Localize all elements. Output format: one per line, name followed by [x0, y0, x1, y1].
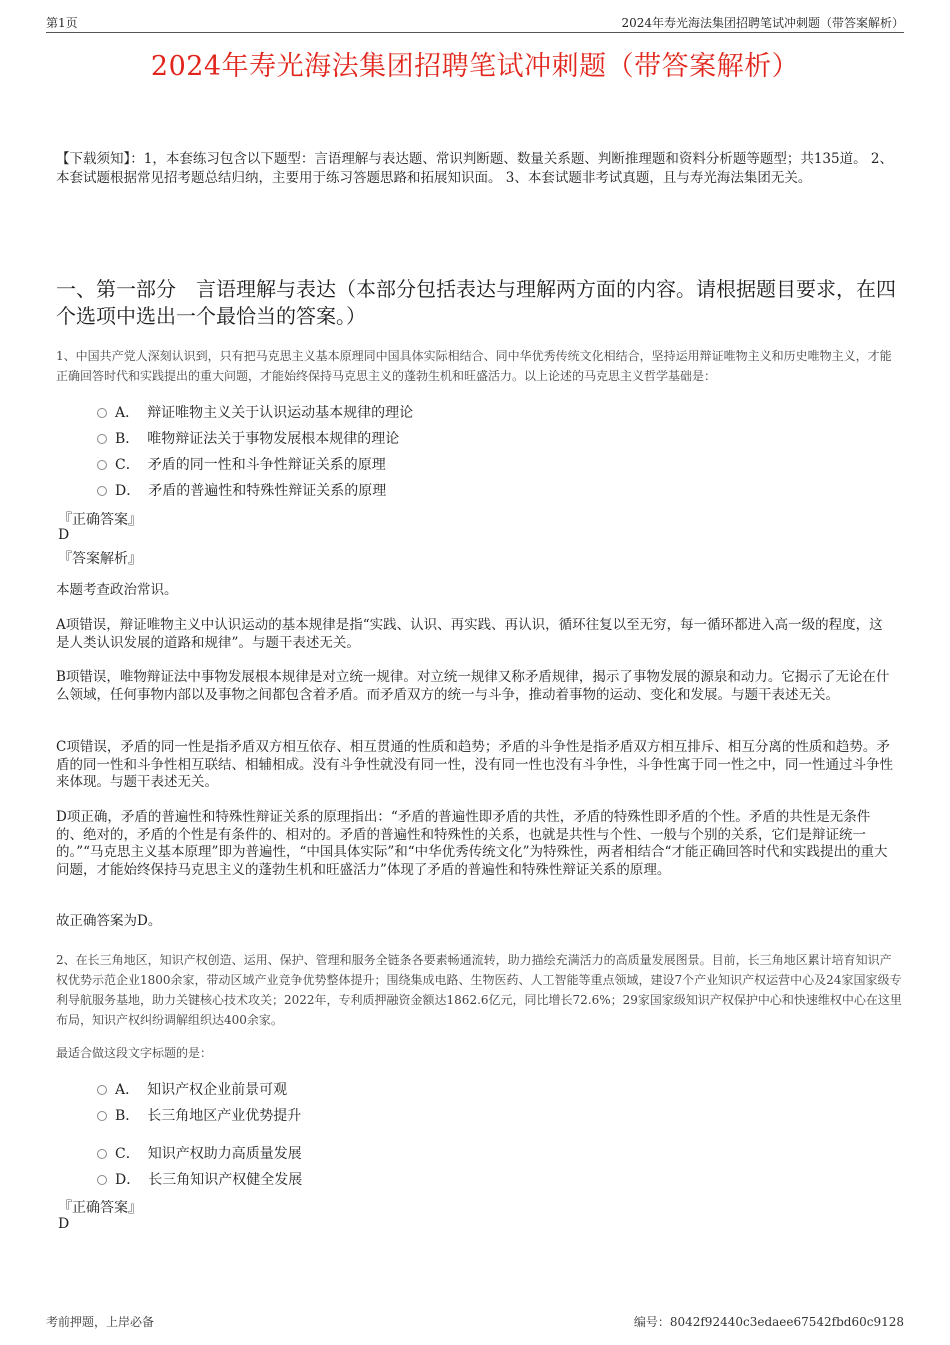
q1-option-b[interactable]: [97, 428, 399, 448]
option-text: 长三角地区产业优势提升: [147, 1108, 302, 1124]
question-2-stem: 2、在长三角地区，知识产权创造、运用、保护、管理和服务全链条各要素畅通流转，助力描绘充满活力的高质量发展图景。目前，长三角地区累计培育知识产权优势示范企业1800余家，带动区域产业竞争优势整体提升；围绕集成电路、生物医药、人工智能等重点领域，建设7个产业知识产权运营中心及24家国家级专利导航服务基地，助力关键核心技术攻关；2022年，专利质押融资金额达1862.6亿元，同比增长72.6%；29家国家级知识产权保护中心和快速维权中心在这里布局，知识产权纠纷调解组织达400余家。: [56, 953, 902, 1027]
analysis-paragraph: 本题考查政治常识。: [56, 582, 178, 598]
q2-option-b[interactable]: [97, 1105, 301, 1125]
option-text: 矛盾的普遍性和特殊性辩证关系的原理: [148, 483, 387, 499]
q1-option-c[interactable]: [97, 454, 386, 474]
option-letter: B．: [115, 431, 140, 447]
correct-answer-label: 『正确答案』: [58, 1200, 142, 1216]
correct-answer-label: 『正确答案』: [58, 512, 142, 528]
header-doc-title: 2024年寿光海法集团招聘笔试冲刺题（带答案解析）: [621, 16, 904, 30]
q2-option-c[interactable]: [97, 1143, 302, 1163]
radio-icon[interactable]: [97, 1085, 107, 1095]
page-number: 第1页: [46, 16, 78, 30]
option-letter: D．: [115, 1172, 141, 1188]
option-text: 唯物辩证法关于事物发展根本规律的理论: [147, 431, 400, 447]
radio-icon[interactable]: [97, 460, 107, 470]
option-letter: A．: [115, 405, 140, 421]
option-letter: D．: [115, 483, 141, 499]
option-text: 辩证唯物主义关于认识运动基本规律的理论: [147, 405, 414, 421]
option-letter: A．: [115, 1082, 140, 1098]
download-notice: 【下载须知】：1，本套练习包含以下题型：言语理解与表达题、常识判断题、数量关系题、判断推理题和资料分析题等题型；共135道。 2、本套试题根据常见招考题总结归纳，主要用于练习答题思路和拓展知识面。 3、本套试题非考试真题，且与寿光海法集团无关。: [56, 151, 893, 186]
radio-icon[interactable]: [97, 1175, 107, 1185]
analysis-paragraph: D项正确，矛盾的普遍性和特殊性辩证关系的原理指出：“矛盾的普遍性即矛盾的共性，矛盾的特殊性即矛盾的个性。矛盾的共性是无条件的、绝对的，矛盾的个性是有条件的、相对的。矛盾的普遍性和特殊性的关系，也就是共性与个性、一般与个别的关系，它们是辩证统一的。”“马克思主义基本原理”即为普遍性，“中国具体实际”和“中华优秀传统文化”为特殊性，两者相结合“才能正确回答时代和实践提出的重大问题，才能始终保持马克思主义的蓬勃生机和旺盛活力”体现了矛盾的普遍性和特殊性辩证关系的原理。: [56, 809, 888, 878]
option-letter: C．: [115, 457, 140, 473]
analysis-paragraph: B项错误，唯物辩证法中事物发展根本规律是对立统一规律。对立统一规律又称矛盾规律，揭示了事物发展的源泉和动力。它揭示了无论在什么领域，任何事物内部以及事物之间都包含着矛盾。而矛盾双方的统一与斗争，推动着事物的运动、变化和发展。与题干表述无关。: [56, 669, 890, 703]
radio-icon[interactable]: [97, 408, 107, 418]
option-text: 知识产权企业前景可观: [147, 1082, 288, 1098]
section-heading: 一、第一部分 言语理解与表达（本部分包括表达与理解两方面的内容。请根据题目要求，在四个选项中选出一个最恰当的答案。）: [56, 277, 896, 328]
radio-icon[interactable]: [97, 434, 107, 444]
q2-option-a[interactable]: [97, 1079, 287, 1099]
option-text: 长三角知识产权健全发展: [148, 1172, 303, 1188]
analysis-label: 『答案解析』: [58, 551, 142, 567]
q1-option-a[interactable]: [97, 402, 413, 422]
option-letter: C．: [115, 1146, 140, 1162]
option-letter: B．: [115, 1108, 140, 1124]
q1-option-d[interactable]: [97, 480, 386, 500]
analysis-paragraph: C项错误，矛盾的同一性是指矛盾双方相互依存、相互贯通的性质和趋势；矛盾的斗争性是指矛盾双方相互排斥、相互分离的性质和趋势。矛盾的同一性和斗争性相互联结、相辅相成。没有斗争性就没有同一性，没有同一性也没有斗争性，斗争性寓于同一性之中，同一性通过斗争性来体现。与题干表述无关。: [56, 739, 893, 790]
question-2-prompt: 最适合做这段文字标题的是：: [56, 1046, 213, 1060]
radio-icon[interactable]: [97, 1149, 107, 1159]
correct-answer: D: [58, 1216, 70, 1232]
radio-icon[interactable]: [97, 486, 107, 496]
analysis-paragraph: A项错误，辩证唯物主义中认识运动的基本规律是指“实践、认识、再实践、再认识，循环往复以至无穷，每一循环都进入高一级的程度，这是人类认识发展的道路和规律”。与题干表述无关。: [56, 617, 883, 651]
analysis-conclusion: 故正确答案为D。: [56, 913, 162, 929]
q2-option-d[interactable]: [97, 1169, 302, 1189]
radio-icon[interactable]: [97, 1111, 107, 1121]
option-text: 矛盾的同一性和斗争性辩证关系的原理: [147, 457, 386, 473]
page-header: [46, 14, 904, 33]
correct-answer: D: [58, 527, 70, 543]
footer-serial: 编号：8042f92440c3edaee67542fbd60c9128: [633, 1315, 904, 1329]
option-text: 知识产权助力高质量发展: [147, 1146, 302, 1162]
page-title: 2024年寿光海法集团招聘笔试冲刺题（带答案解析）: [150, 51, 800, 82]
question-1-stem: 1、中国共产党人深刻认识到，只有把马克思主义基本原理同中国具体实际相结合、同中华优秀传统文化相结合，坚持运用辩证唯物主义和历史唯物主义，才能正确回答时代和实践提出的重大问题，才能始终保持马克思主义的蓬勃生机和旺盛活力。以上论述的马克思主义哲学基础是：: [56, 349, 892, 383]
footer-slogan: 考前押题，上岸必备: [46, 1315, 155, 1329]
